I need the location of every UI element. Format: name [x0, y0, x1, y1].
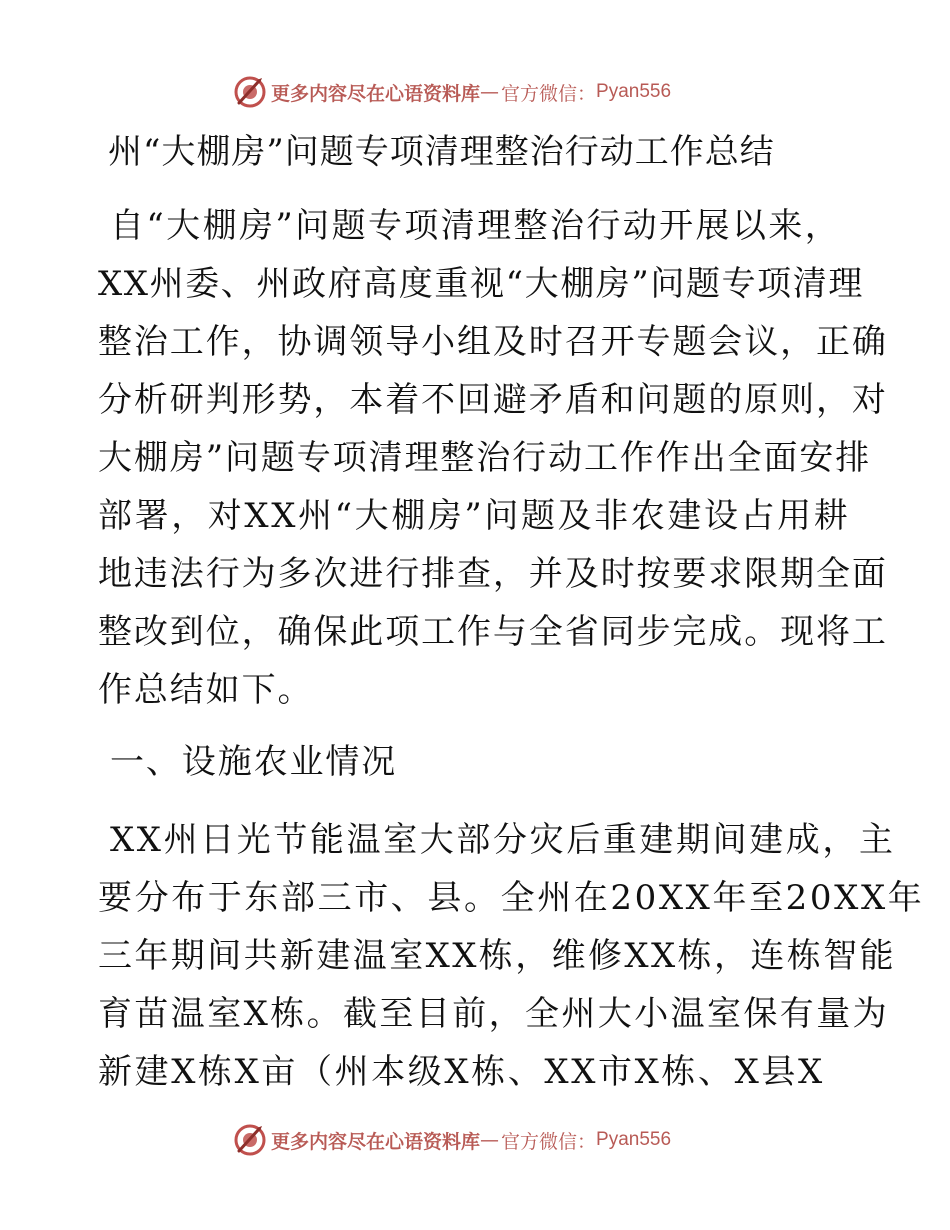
watermark-dash: — [480, 81, 500, 103]
section-heading: 一、设施农业情况 [110, 742, 398, 782]
pen-seal-logo-icon [233, 1123, 267, 1157]
watermark-dash: — [480, 1129, 500, 1151]
paragraph-line: XX州委、州政府高度重视“大棚房”问题专项清理 [98, 264, 864, 304]
watermark-text: 更多内容尽在心语资料库 [271, 82, 481, 105]
paragraph-line: 三年期间共新建温室XX栋，维修XX栋，连栋智能 [98, 936, 897, 976]
paragraph-line: 要分布于东部三市、县。全州在20XX年至20XX年 [98, 878, 925, 918]
header-watermark [233, 72, 671, 112]
paragraph-line: 作总结如下。 [98, 670, 314, 710]
paragraph-line: 自“大棚房”问题专项清理整治行动开展以来， [110, 206, 842, 246]
paragraph-line: 整治工作，协调领导小组及时召开专题会议，正确 [98, 322, 888, 362]
watermark-text: 更多内容尽在心语资料库 [271, 1130, 481, 1153]
paragraph-line: XX州日光节能温室大部分灾后重建期间建成，主 [110, 820, 896, 860]
watermark-wechat-label: 官方微信： [501, 82, 597, 105]
footer-watermark [233, 1120, 671, 1160]
paragraph-line: 整改到位，确保此项工作与全省同步完成。现将工 [98, 612, 888, 652]
paragraph-line: 地违法行为多次进行排查，并及时按要求限期全面 [98, 554, 888, 594]
paragraph-line: 分析研判形势，本着不回避矛盾和问题的原则，对 [98, 380, 888, 420]
pen-seal-logo-icon [233, 75, 267, 109]
paragraph-line: 大棚房”问题专项清理整治行动工作作出全面安排 [98, 438, 872, 478]
paragraph-line: 部署，对XX州“大棚房”问题及非农建设占用耕 [98, 496, 851, 536]
document-title: 州“大棚房”问题专项清理整治行动工作总结 [108, 132, 775, 172]
watermark-wechat-id: Pyan556 [596, 1129, 672, 1150]
watermark-wechat-label: 官方微信： [501, 1130, 597, 1153]
watermark-wechat-id: Pyan556 [596, 81, 672, 102]
paragraph-line: 新建X栋X亩（州本级X栋、XX市X栋、X县X [98, 1052, 825, 1092]
paragraph-line: 育苗温室X栋。截至目前，全州大小温室保有量为 [98, 994, 890, 1034]
